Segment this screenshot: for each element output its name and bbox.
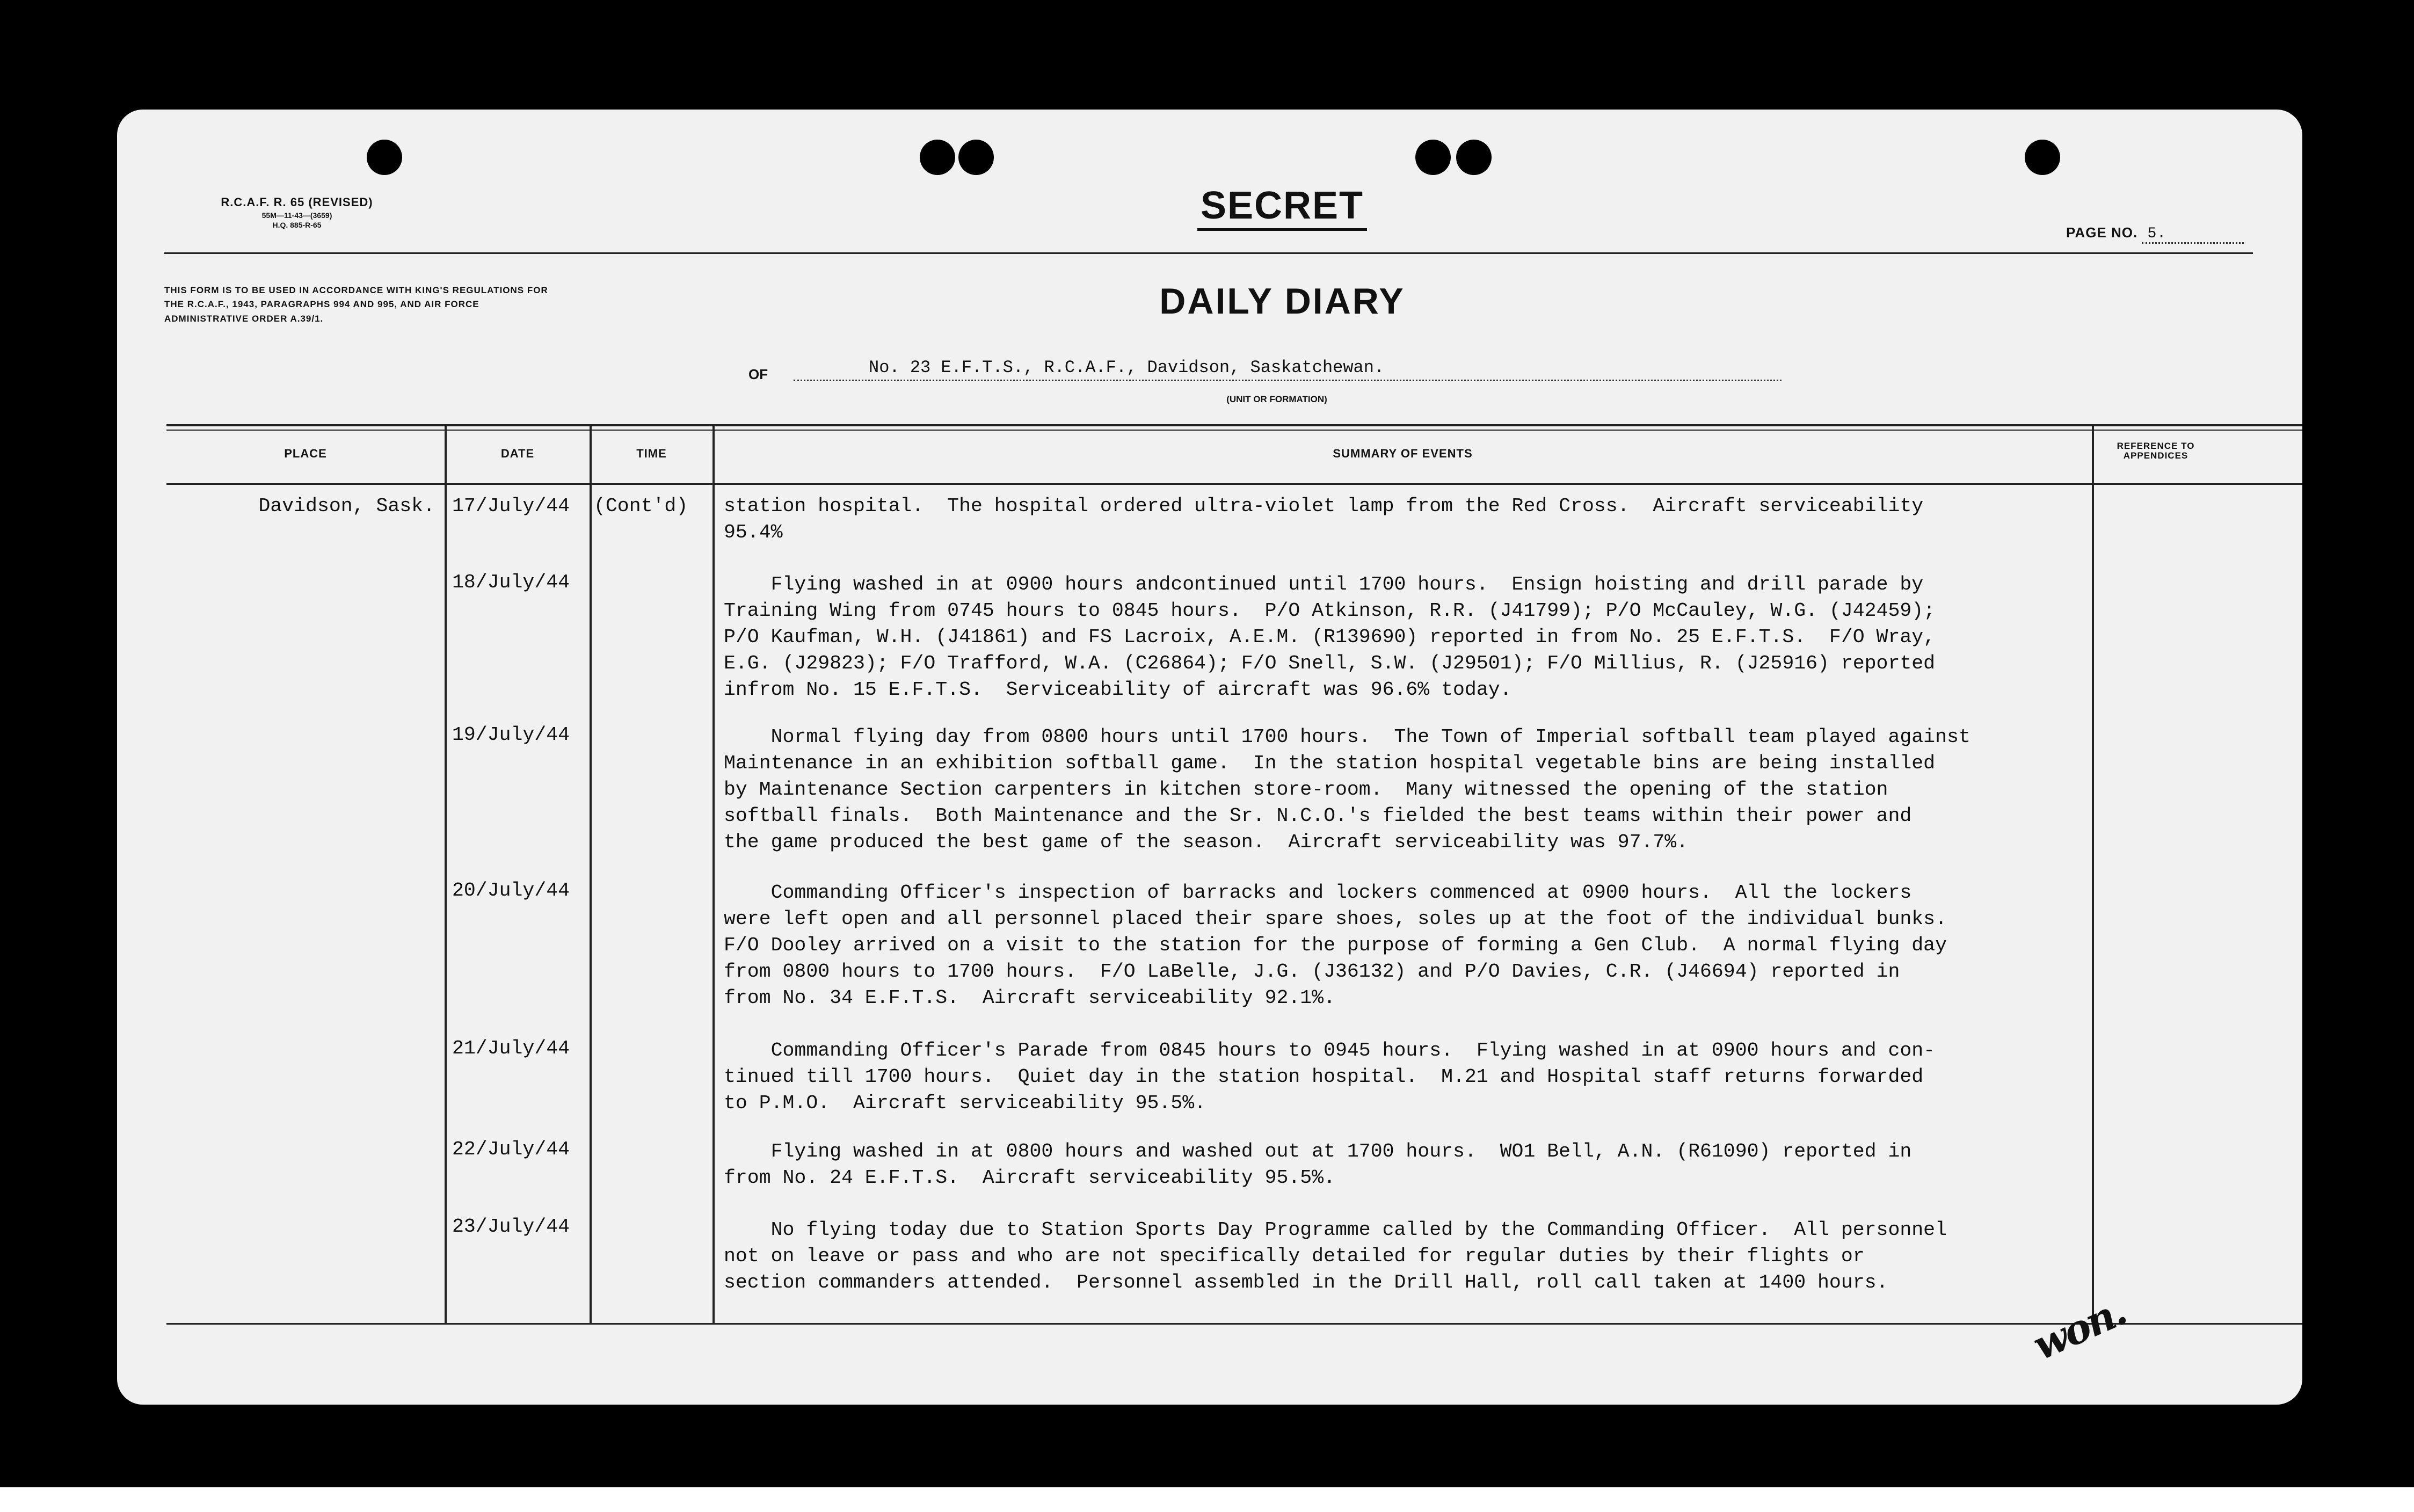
column-header-reference: REFERENCE TO APPENDICES <box>2117 441 2195 461</box>
page-number-value: 5. <box>2142 226 2244 244</box>
date-cell: 17/July/44 <box>452 495 570 517</box>
punch-hole <box>2025 140 2060 175</box>
summary-line: E.G. (J29823); F/O Trafford, W.A. (C26864); F/O Snell, S.W. (J29501); F/O Millius, R. (J25916) reported <box>724 652 1936 674</box>
page-number-label: PAGE NO. <box>2066 224 2138 241</box>
table-top-rule <box>166 430 2302 431</box>
summary-line: section commanders attended. Personnel assembled in the Drill Hall, roll call taken at 1400 hours. <box>724 1271 1888 1293</box>
classification-text: SECRET <box>1197 184 1367 231</box>
summary-line: by Maintenance Section carpenters in kitchen store-room. Many witnessed the opening of the station <box>724 779 1888 801</box>
print-code: 55M—11-43—(3659) <box>261 211 332 220</box>
punch-hole <box>1415 140 1451 175</box>
summary-line: P/O Kaufman, W.H. (J41861) and FS Lacroix, A.E.M. (R139690) reported in from No. 25 E.F.T.S. F/O Wray, <box>724 626 1936 648</box>
summary-line: Commanding Officer's inspection of barracks and lockers commenced at 0900 hours. All the lockers <box>724 882 1912 904</box>
summary-line: from 0800 hours to 1700 hours. F/O LaBelle, J.G. (J36132) and P/O Davies, C.R. (J46694) reported in <box>724 961 1900 983</box>
summary-entry <box>724 1217 2120 1296</box>
place-cell: Davidson, Sask. <box>258 495 435 517</box>
summary-line: 95.4% <box>724 521 783 543</box>
summary-line: not on leave or pass and who are not specifically detailed for regular duties by their flights or <box>724 1245 1865 1267</box>
scan-bottom-margin <box>0 1487 2414 1512</box>
column-header-place: PLACE <box>284 447 327 460</box>
summary-line: No flying today due to Station Sports Day Programme called by the Commanding Officer. All personnel <box>724 1219 1947 1241</box>
unit-caption: (UNIT OR FORMATION) <box>1226 394 1327 404</box>
summary-line: were left open and all personnel placed their spare shoes, soles up at the foot of the individual bunks. <box>724 908 1947 930</box>
handwritten-initials: won. <box>2026 1288 2132 1370</box>
page-number-field <box>2066 224 2244 244</box>
summary-line: from No. 24 E.F.T.S. Aircraft serviceability 95.5%. <box>724 1167 1335 1189</box>
column-header-rule <box>166 483 2302 485</box>
column-header-date: DATE <box>500 447 535 460</box>
form-identifier <box>176 195 418 229</box>
diary-form-sheet <box>117 110 2302 1405</box>
summary-line: Training Wing from 0745 hours to 0845 hours. P/O Atkinson, R.R. (J41799); P/O McCauley, W.G. (J42459); <box>724 600 1936 622</box>
header-rule <box>164 252 2253 254</box>
summary-entry <box>724 724 2120 855</box>
unit-label: OF <box>748 366 768 382</box>
form-title: DAILY DIARY <box>1159 281 1405 322</box>
summary-entry <box>724 571 2120 703</box>
summary-line: F/O Dooley arrived on a visit to the station for the purpose of forming a Gen Club. A normal flying day <box>724 934 1947 956</box>
date-cell: 18/July/44 <box>452 571 570 593</box>
date-cell: 19/July/44 <box>452 724 570 746</box>
summary-line: Commanding Officer's Parade from 0845 hours to 0945 hours. Flying washed in at 0900 hours and con- <box>724 1040 1936 1062</box>
summary-line: Normal flying day from 0800 hours until 1700 hours. The Town of Imperial softball team played against <box>724 726 1971 748</box>
summary-line: to P.M.O. Aircraft serviceability 95.5%. <box>724 1092 1206 1114</box>
table-bottom-rule <box>166 1323 2302 1325</box>
summary-line: Flying washed in at 0900 hours andcontinued until 1700 hours. Ensign hoisting and drill parade by <box>724 573 1924 595</box>
summary-line: Flying washed in at 0800 hours and washed out at 1700 hours. WO1 Bell, A.N. (R61090) reported in <box>724 1140 1912 1162</box>
form-instruction: THIS FORM IS TO BE USED IN ACCORDANCE WITH KING'S REGULATIONS FOR THE R.C.A.F., 1943, PARAGRAPHS 994 AND 995, AND AIR FORCE ADMINISTRATIVE ORDER A.39/1. <box>164 285 548 324</box>
form-id: R.C.A.F. R. 65 (REVISED) <box>221 195 373 209</box>
table-top-rule <box>166 424 2302 426</box>
summary-line: infrom No. 15 E.F.T.S. Serviceability of aircraft was 96.6% today. <box>724 679 1512 701</box>
summary-line: from No. 34 E.F.T.S. Aircraft serviceability 92.1%. <box>724 987 1335 1009</box>
summary-line: tinued till 1700 hours. Quiet day in the station hospital. M.21 and Hospital staff returns forwarded <box>724 1066 1924 1088</box>
column-divider <box>590 424 592 1323</box>
summary-entry <box>724 493 2120 546</box>
diary-table <box>166 424 2302 1332</box>
summary-line: softball finals. Both Maintenance and the Sr. N.C.O.'s fielded the best teams within their power and <box>724 805 1912 827</box>
punch-hole <box>958 140 994 175</box>
summary-entry <box>724 1037 2120 1116</box>
date-cell: 22/July/44 <box>452 1138 570 1160</box>
hq-reference: H.Q. 885-R-65 <box>272 221 322 229</box>
column-divider <box>445 424 447 1323</box>
summary-line: Maintenance in an exhibition softball game. In the station hospital vegetable bins are being installed <box>724 752 1936 774</box>
punch-hole <box>920 140 955 175</box>
unit-field: No. 23 E.F.T.S., R.C.A.F., Davidson, Saskatchewan. <box>794 358 1782 381</box>
date-cell: 20/July/44 <box>452 879 570 902</box>
column-header-summary: SUMMARY OF EVENTS <box>1333 447 1473 460</box>
summary-entry <box>724 879 2120 1011</box>
summary-line: the game produced the best game of the season. Aircraft serviceability was 97.7%. <box>724 831 1689 853</box>
date-cell: 23/July/44 <box>452 1216 570 1238</box>
punch-hole <box>1456 140 1492 175</box>
date-cell: 21/July/44 <box>452 1037 570 1059</box>
summary-entry <box>724 1138 2120 1191</box>
column-header-time: TIME <box>636 447 667 460</box>
summary-line: station hospital. The hospital ordered ultra-violet lamp from the Red Cross. Aircraft serviceability <box>724 495 1924 517</box>
column-divider <box>712 424 715 1323</box>
time-cell: (Cont'd) <box>594 495 688 517</box>
punch-hole <box>367 140 402 175</box>
classification-heading <box>1094 184 1470 228</box>
